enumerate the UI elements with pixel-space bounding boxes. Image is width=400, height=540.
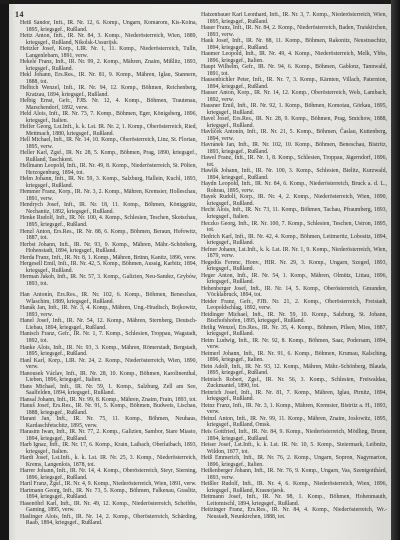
list-entry: Henke Rudolf, Inft., IR. Nr. 100, 4. Komp., Schlesien, Teschen, Skotschau, 1895, kriegsgef., Rußland.: [20, 215, 197, 228]
scan-border-right: [391, 0, 400, 540]
entry-group: [201, 12, 387, 520]
list-entry: Haupt Wilhelm, Gefr., IR. Nr. 94, 6. Komp., Böhmen, Gablonz, Tannwald, 1891, tot.: [201, 64, 387, 77]
list-entry: Hergesell Emil, Inft., IR. Nr. 42, 5. Komp., Böhmen, Aussig, Karbitz, 1894, kriegsgef., Rußland.: [20, 261, 197, 274]
list-entry: Hawel Franz, Inft., IR. Nr. 1, 8. Komp., Schlesien, Troppau, Jägerndorf, 1896, tot.: [201, 155, 387, 168]
list-entry: Heimerl Johann, Inft., IR. Nr. 91, 6. Komp., Böhmen, Krumau, Kalsching, 1896, kriegsgef., Italien.: [201, 350, 387, 364]
list-entry: Hegedűs Ferenc, Honv., HIR. Nr. 29, 3. Komp., Ungarn, Szeged, 1893, kriegsgef., Rußland.: [201, 259, 387, 273]
list-entry: Heis Gottfried, Inft., IR. Nr. 84, 9. Komp., Niederösterreich, Mödling, Brunn, 1894, kriegsgef., Rußland.: [201, 429, 387, 442]
left-column: [20, 20, 197, 530]
document-page: [9, 4, 391, 540]
list-entry: Helbig Ernst, Gefr., FJB. Nr. 12, 4. Komp., Böhmen, Trautenau, Marschendorf, 1892, verw.: [20, 98, 197, 111]
list-entry: Hansal Johann, Inft., IR. Nr. 99, 8. Komp., Mähren, Znaim, Frain, 1893, tot.: [20, 396, 197, 403]
list-entry: Haumer Leopold, Inft., IR. Nr. 49, 4. Komp., Niederösterreich, Melk, Ybbs, 1896, kriegsgef., Italien.: [201, 51, 387, 64]
list-entry: Hanl Karl, Korp., LIR. Nr. 24, 2. Komp., Niederösterreich, Wien, 1890, verw.: [20, 357, 197, 371]
list-entry: Held Alois, Inft., IR. Nr. 73, 7. Komp., Böhmen, Eger, Königsberg, 1896, kriegsgef., Italien.: [20, 111, 197, 124]
list-entry: Hefner Johann, Lst.Inft., k. k. Lst. IR. Nr. 1, 9. Komp., Niederösterreich, Wien, 1879, verw.: [201, 246, 387, 260]
right-column: [201, 12, 387, 530]
list-entry: Hasenöhrl Karl, Inft., IR. Nr. 49, 12. Komp., Niederösterreich, Scheibbs, Gaming, 1895, verw.: [20, 500, 197, 514]
list-entry: Heitz Anton, Inft., IR. Nr. 84, 3. Komp., Niederösterreich, Wien, 1889, kriegsgef., Rußland, Nikolsk-Ussurijsk.: [20, 33, 197, 46]
list-entry: Heitmann Josef, Inft., IR. Nr. 98, 1. Komp., Böhmen, Hohenmauth, Leitomischl, 1894, kriegsgef., Rußland.: [201, 494, 387, 507]
list-entry: Hehenberger Josef, Inft., IR. Nr. 14, 5. Komp., Oberösterreich, Gmunden, Vöcklabruck, 1894, tot.: [201, 285, 387, 299]
entry-group: [20, 292, 197, 527]
list-entry: Hawlik Johann, Inft., IR. Nr. 100, 3. Komp., Schlesien, Bielitz, Kurzwald, 1894, kriegsgef., Rußland.: [201, 168, 387, 181]
list-entry: Hedrich Karl, Inft., IR. Nr. 42, 4. Komp., Böhmen, Leitmeritz, Lobositz, 1894, kriegsgef., Rußland.: [201, 233, 387, 247]
list-entry: Herda Franz, Inft., IR. Nr. 8, 1. Komp., Mähren, Brünn, Kanitz, 1896, verw.: [20, 254, 197, 261]
list-entry: Haslinger Alois, Inft., IR. Nr. 14, 2. Komp., Oberösterreich, Schärding, Raab, 1894, kriegsgef., Rußland.: [20, 513, 197, 527]
list-entry: Helm Johann, Inft., IR. Nr. 59, 3. Komp., Salzburg, Hallein, Kuchl, 1893, kriegsgef., Rußland.: [20, 176, 197, 189]
list-entry: Heilig Wenzel, Ers.Res., IR. Nr. 35, 4. Komp., Böhmen, Pilsen, Mies, 1887, kriegsgef., Rußland.: [201, 324, 387, 338]
list-entry: Hell Michael, Inft., IR. Nr. 14, 10. Komp., Oberösterreich, Linz, St. Florian, 1895, verw.: [20, 137, 197, 150]
list-entry: Hanousek Václav, Inft., IR. Nr. 28, 10. Komp., Böhmen, Karolinenthal, Lieben, 1896, kriegsgef., Italien.: [20, 370, 197, 384]
list-entry: Heller Karl, Zgsf., IR. Nr. 28, 5. Komp., Böhmen, Prag, 1890, kriegsgef., Rußland, Taschkent.: [20, 150, 197, 163]
list-entry: Heinzl Anton, Inft., IR. Nr. 99, 11. Komp., Mähren, Znaim, Joslowitz, 1895, kriegsgef., Rußland, Omsk.: [201, 415, 387, 429]
list-entry: Hausenbichler Peter, Inft., IR. Nr. 7, 3. Komp., Kärnten, Villach, Paternion, 1894, kriegsgef., Rußland.: [201, 77, 387, 90]
list-entry: Hein Adolf, Inft., IR. Nr. 93, 12. Komp., Mähren, Mähr.-Schönberg, Blauda, 1895, kriegsgef., Rußland.: [201, 363, 387, 377]
list-entry: Helfer Georg, Lst.Inft., k. k. Lst. IR. Nr. 2, 1. Komp., Oberösterreich, Ried, Mettmach, 1880, kriegsgef., Rußland.: [20, 124, 197, 137]
list-entry: Hekele Franz, Inft., IR. Nr. 99, 2. Komp., Mähren, Znaim, Mißlitz, 1893, kriegsgef., Rußland.: [20, 59, 197, 72]
list-entry: Hausner Emil, Inft., IR. Nr. 92, 1. Komp., Böhmen, Komotau, Görkau, 1895, kriegsgef., Rußland.: [201, 103, 387, 116]
list-entry: Harrer Johann, Inft., IR. Nr. 14, 4. Komp., Oberösterreich, Steyr, Sierning, 1896, kriegsgef., Rußland.: [20, 468, 197, 481]
list-entry: Heider Franz, Gefr., FJB. Nr. 21, 2. Komp., Oberösterreich, Freistadt, Leopoldschlag, 1892, verw.: [201, 298, 387, 312]
list-entry: Helbich Wenzel, Inft., IR. Nr. 94, 12. Komp., Böhmen, Reichenberg, Kratzau, 1894, kriegsgef., Rußland.: [20, 85, 197, 98]
list-entry: Heißler Rudolf, Inft., IR. Nr. 4, 6. Komp., Niederösterreich, Wien, 1896, kriegsgef., Rußland, Krasnojarsk.: [201, 481, 387, 494]
list-entry: Heinrich Josef, Inft., IR. Nr. 81, 7. Komp., Mähren, Iglau, Pirnitz, 1894, kriegsgef., Rußland.: [201, 389, 387, 403]
list-entry: Hauer Franz, Inft., IR. Nr. 84, 2. Komp., Niederösterreich, Baden, Traiskirchen, 1893, verw.: [201, 25, 387, 38]
list-entry: Heim Ludwig, Inft., IR. Nr. 92, 8. Komp., Böhmen, Saaz, Podersam, 1894, verw.: [201, 337, 387, 351]
list-entry: Hanke Alois, Inft., IR. Nr. 93, 3. Komp., Mähren, Römerstadt, Bergstadt, 1895, kriegsgef., Rußland.: [20, 344, 197, 358]
entry-group: [20, 20, 197, 287]
list-entry: Hellmann Leopold, Inft., IR. Nr. 49, 8. Komp., Niederösterreich, St. Pölten, Herzogenburg, 1894, tot.: [20, 163, 197, 176]
list-entry: Heinz Franz, Inft., IR. Nr. 3, 1. Komp., Mähren, Kremsier, Bistritz a. H., 1893, verw.: [201, 402, 387, 416]
list-entry: Han Antonín, Ers.Res., IR. Nr. 102, 6. Komp., Böhmen, Beneschau, Wlaschim, 1889, kriegsgef., Rußland.: [20, 292, 197, 305]
list-entry: Hanisch Franz, Gefr., IR. Nr. 1, 7. Komp., Schlesien, Troppau, Wagstadt, 1892, tot.: [20, 331, 197, 344]
list-entry: Havránek Jan, Inft., IR. Nr. 102, 10. Komp., Böhmen, Beneschau, Bistritz, 1893, kriegsgef., Rußland.: [201, 142, 387, 155]
list-entry: Heiser Josef, Lst.Inft., k. k. Lst. IR. Nr. 10, 5. Komp., Steiermark, Leibnitz, Wildon, 1877, tot.: [201, 442, 387, 455]
list-entry: Heißenberger Johann, Inft., IR. Nr. 76, 9. Komp., Ungarn, Vas, Szentgotthárd, 1893, verw.: [201, 468, 387, 481]
list-entry: Harasim Iwan, Inft., IR. Nr. 77, 2. Komp., Galizien, Sambor, Stare Miasto, 1894, kriegsgef., Rußland.: [20, 429, 197, 442]
list-entry: Hans Michael, Inft., IR. Nr. 59, 1. Komp., Salzburg, Zell am See, Saalfelden, 1894, kriegsgef., Rußland.: [20, 383, 197, 397]
list-entry: Heger Anton, Inft., IR. Nr. 54, 1. Komp., Mähren, Olmütz, Littau, 1896, kriegsgef., Rußland.: [201, 272, 387, 286]
list-entry: Heitzinger Franz, Ers.Res., IR. Nr. 84, 4. Komp., Niederösterreich, Wr.-Neustadt, Neunkirchen, 1888, tot.: [201, 507, 387, 520]
list-entry: Hayek Rudolf, Korp., IR. Nr. 4, 2. Komp., Niederösterreich, Wien, 1890, kriegsgef., Rußland.: [201, 194, 387, 207]
list-entry: Hauser Anton, Korp., IR. Nr. 14, 12. Komp., Oberösterreich, Wels, Lambach, 1892, verw.: [201, 90, 387, 103]
list-entry: Haydn Leopold, Inft., IR. Nr. 84, 6. Komp., Niederösterreich, Bruck a. d. L., Rohrau, 1895, verw.: [201, 181, 387, 194]
list-entry: Henzl Anton, Ers.Res., IR. Nr. 88, 6. Komp., Böhmen, Beraun, Hořowitz, 1887, tot.: [20, 228, 197, 242]
list-entry: Hardt Josef, Lst.Inft., k. k. Lst. IR. Nr. 25, 3. Komp., Niederösterreich, Krems, Langenlois, 1878, tot.: [20, 455, 197, 468]
list-entry: Hendrych Josef, Inft., IR. Nr. 18, 11. Komp., Böhmen, Königgrätz, Nechanitz, 1892, kriegsgef., Rußland.: [20, 202, 197, 215]
list-entry: Harant Jan, Inft., IR. Nr. 75, 11. Komp., Böhmen, Neuhaus, Kardaschřetschitz, 1895, verw.: [20, 416, 197, 429]
list-entry: Herman Jakob, Inft., IR. Nr. 57, 3. Komp., Galizien, Neu-Sandez, Grybów, 1893, tot.: [20, 274, 197, 287]
list-entry: Hartl Franz, Zgsf., IR. Nr. 4, 9. Komp., Niederösterreich, Wien, 1891, verw.: [20, 481, 197, 488]
list-entry: Heitzler Josef, Korp., LIR. Nr. 1, 11. Komp., Niederösterreich, Tulln, Langenlebarn, 1891, verw.: [20, 46, 197, 59]
list-entry: Hemmer Franz, Korp., IR. Nr. 3, 2. Komp., Mähren, Kremsier, Holleschau, 1891, verw.: [20, 189, 197, 202]
list-entry: Harb Ignaz, Inft., IR. Nr. 17, 6. Komp., Krain, Laibach, Oberlaibach, 1893, kriegsgef., Italien.: [20, 442, 197, 455]
list-entry: Hatzenbauer Karl Leonhard, Inft., IR. Nr. 3, 7. Komp., Niederösterreich, Wien, 1895, kriegsgef., Rußland.: [201, 12, 387, 25]
list-entry: Hanel Josef, Inft., IR. Nr. 54, 12. Komp., Mähren, Sternberg, Deutsch-Liebau, 1894, kriegsgef., Rußland.: [20, 318, 197, 331]
list-entry: Hecht Alois, Inft., IR. Nr. 73, 11. Komp., Böhmen, Tachau, Pfraumberg, 1893, kriegsgef., Italien.: [201, 207, 387, 220]
list-entry: Heczko Georg, Inft., IR. Nr. 100, 7. Komp., Schlesien, Teschen, Ustron, 1895, tot.: [201, 220, 387, 234]
list-entry: Havlíček Antonín, Inft., IR. Nr. 21, 5. Komp., Böhmen, Časlau, Kuttenberg, 1894, verw.: [201, 129, 387, 142]
list-entry: Heidinger Michael, Inft., IR. Nr. 59, 10. Komp., Salzburg, St. Johann, Bischofshofen, 1895, kriegsgef., Rußland.: [201, 311, 387, 325]
list-entry: Herbst Johann, Inft., IR. Nr. 93, 9. Komp., Mähren, Mähr.-Schönberg, Hohenstadt, 1894, kriegsgef., Rußland.: [20, 241, 197, 255]
list-entry: Heiß Sándor, Inft., IR. Nr. 12, 6. Komp., Ungarn, Komárom, Kis-Kolna, 1895, kriegsgef., Rußland.: [20, 20, 197, 33]
list-entry: Hanuš Josef, Ers.Res., IR. Nr. 91, 5. Komp., Böhmen, Budweis, Lischau, 1888, kriegsgef., Rußland.: [20, 403, 197, 416]
list-entry: Heiß Emmerich, Inft., IR. Nr. 76, 2. Komp., Ungarn, Sopron, Nagymarton, 1896, kriegsgef., Italien.: [201, 455, 387, 468]
list-entry: Heinisch Robert, Zgsf., IR. Nr. 56, 3. Komp., Schlesien, Freiwaldau, Zuckmantel, 1890, tot.: [201, 376, 387, 390]
list-entry: Hekl Johann, Ers.Res., IR. Nr. 81, 9. Komp., Mähren, Iglau, Stannern, 1888, tot.: [20, 72, 197, 85]
list-entry: Hartmann Georg, Inft., IR. Nr. 73, 5. Komp., Böhmen, Falkenau, Graslitz, 1894, kriegsgef., Rußland.: [20, 487, 197, 501]
list-entry: Hanák Jan, Inft., IR. Nr. 3, 4. Komp., Mähren, Ung.-Hradisch, Bojkowitz, 1893, verw.: [20, 305, 197, 318]
list-entry: Havel Josef, Ers.Res., IR. Nr. 28, 9. Komp., Böhmen, Prag, Smichow, 1888, kriegsgef., Rußland.: [201, 116, 387, 129]
list-entry: Hauk Josef, Inft., IR. Nr. 88, 11. Komp., Böhmen, Rakonitz, Neustraschitz, 1894, kriegsgef., Rußland.: [201, 38, 387, 51]
page-number: 14: [15, 10, 24, 19]
